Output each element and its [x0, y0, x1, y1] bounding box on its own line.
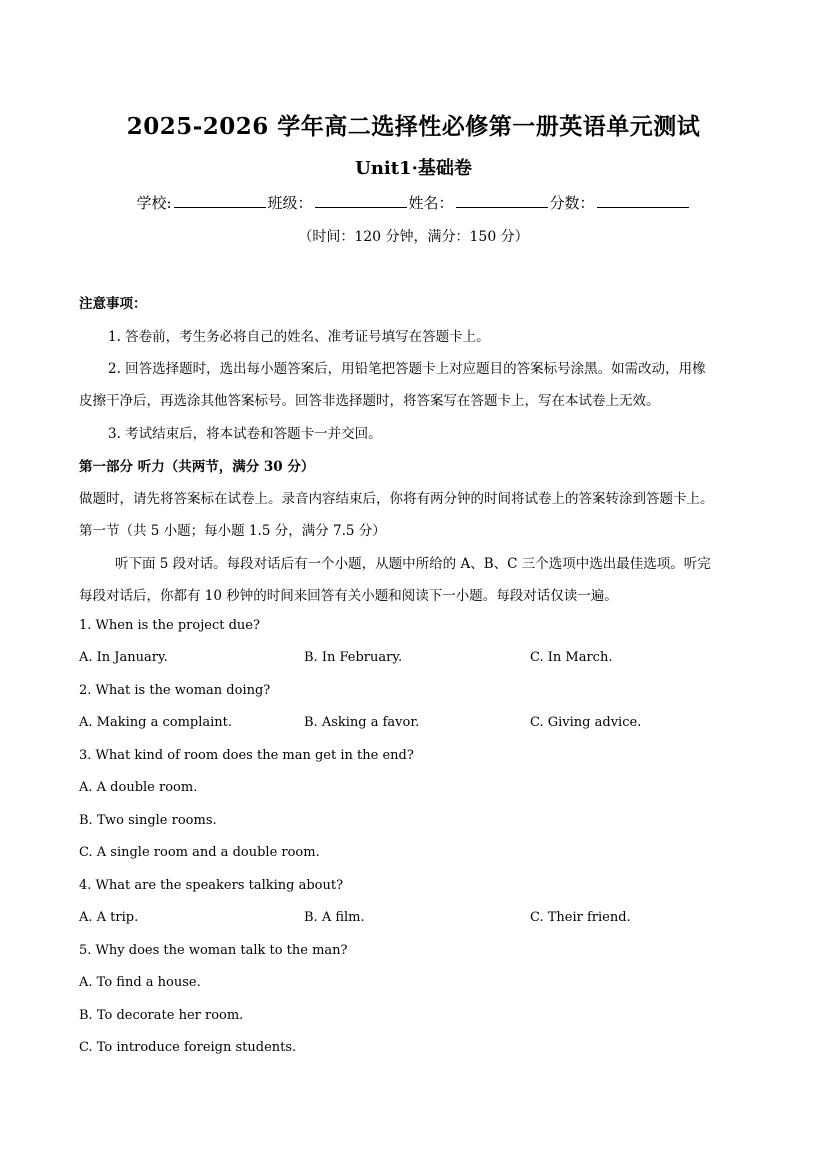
question-1-option-c: C. In March. — [530, 650, 613, 665]
question-3-option-c: C. A single room and a double room. — [79, 845, 320, 860]
question-5-option-b: B. To decorate her room. — [79, 1008, 244, 1023]
question-5-option-c: C. To introduce foreign students. — [79, 1040, 297, 1055]
notice-item-1: 1. 答卷前，考生务必将自己的姓名、准考证号填写在答题卡上。 — [108, 329, 490, 345]
question-2-option-c: C. Giving advice. — [530, 715, 642, 730]
notice-heading: 注意事项： — [79, 296, 147, 312]
question-2-option-b: B. Asking a favor. — [304, 715, 420, 730]
question-2-option-a: A. Making a complaint. — [79, 715, 233, 730]
name-blank — [456, 193, 548, 208]
question-3-stem: 3. What kind of room does the man get in the end? — [79, 748, 414, 763]
question-1-option-b: B. In February. — [304, 650, 403, 665]
question-1-option-a: A. In January. — [79, 650, 168, 665]
class-label: 班级： — [267, 194, 313, 212]
time-info: （时间：120 分钟，满分：150 分） — [298, 229, 529, 245]
class-blank — [315, 193, 407, 208]
notice-item-2-line-2: 皮擦干净后，再选涂其他答案标号。回答非选择题时，将答案写在答题卡上，写在本试卷上无效。 — [79, 393, 660, 409]
exam-title: 2025-2026 学年高二选择性必修第一册英语单元测试 — [126, 113, 701, 140]
part1-instruction: 做题时，请先将答案标在试卷上。录音内容结束后，你将有两分钟的时间将试卷上的答案转涂到答题卡上。 — [79, 491, 714, 507]
score-blank — [597, 193, 689, 208]
exam-subtitle: Unit1·基础卷 — [355, 158, 472, 179]
question-2-stem: 2. What is the woman doing? — [79, 683, 271, 698]
notice-item-2-line-1: 2. 回答选择题时，选出每小题答案后，用铅笔把答题卡上对应题目的答案标号涂黑。如需改动，用橡 — [108, 361, 706, 377]
question-3-option-a: A. A double room. — [79, 780, 198, 795]
part1-heading: 第一部分 听力（共两节，满分 30 分） — [79, 459, 315, 475]
section1-heading: 第一节（共 5 小题；每小题 1.5 分，满分 7.5 分） — [79, 523, 386, 539]
question-4-option-c: C. Their friend. — [530, 910, 631, 925]
name-label: 姓名： — [408, 194, 454, 212]
question-4-option-b: B. A film. — [304, 910, 365, 925]
section1-directions-line-2: 每段对话后，你都有 10 秒钟的时间来回答有关小题和阅读下一小题。每段对话仅读一遍。 — [79, 588, 618, 604]
score-label: 分数： — [549, 194, 595, 212]
question-4-option-a: A. A trip. — [79, 910, 139, 925]
question-5-option-a: A. To find a house. — [79, 975, 201, 990]
student-info-row — [0, 192, 827, 213]
school-label: 学校: — [136, 194, 172, 212]
school-blank — [174, 193, 266, 208]
question-1-stem: 1. When is the project due? — [79, 618, 260, 633]
question-3-option-b: B. Two single rooms. — [79, 813, 217, 828]
notice-item-3: 3. 考试结束后，将本试卷和答题卡一并交回。 — [108, 426, 382, 442]
section1-directions-line-1: 听下面 5 段对话。每段对话后有一个小题，从题中所给的 A、B、C 三个选项中选出最佳选项。听完 — [115, 556, 711, 572]
question-4-stem: 4. What are the speakers talking about? — [79, 878, 344, 893]
question-5-stem: 5. Why does the woman talk to the man? — [79, 943, 348, 958]
